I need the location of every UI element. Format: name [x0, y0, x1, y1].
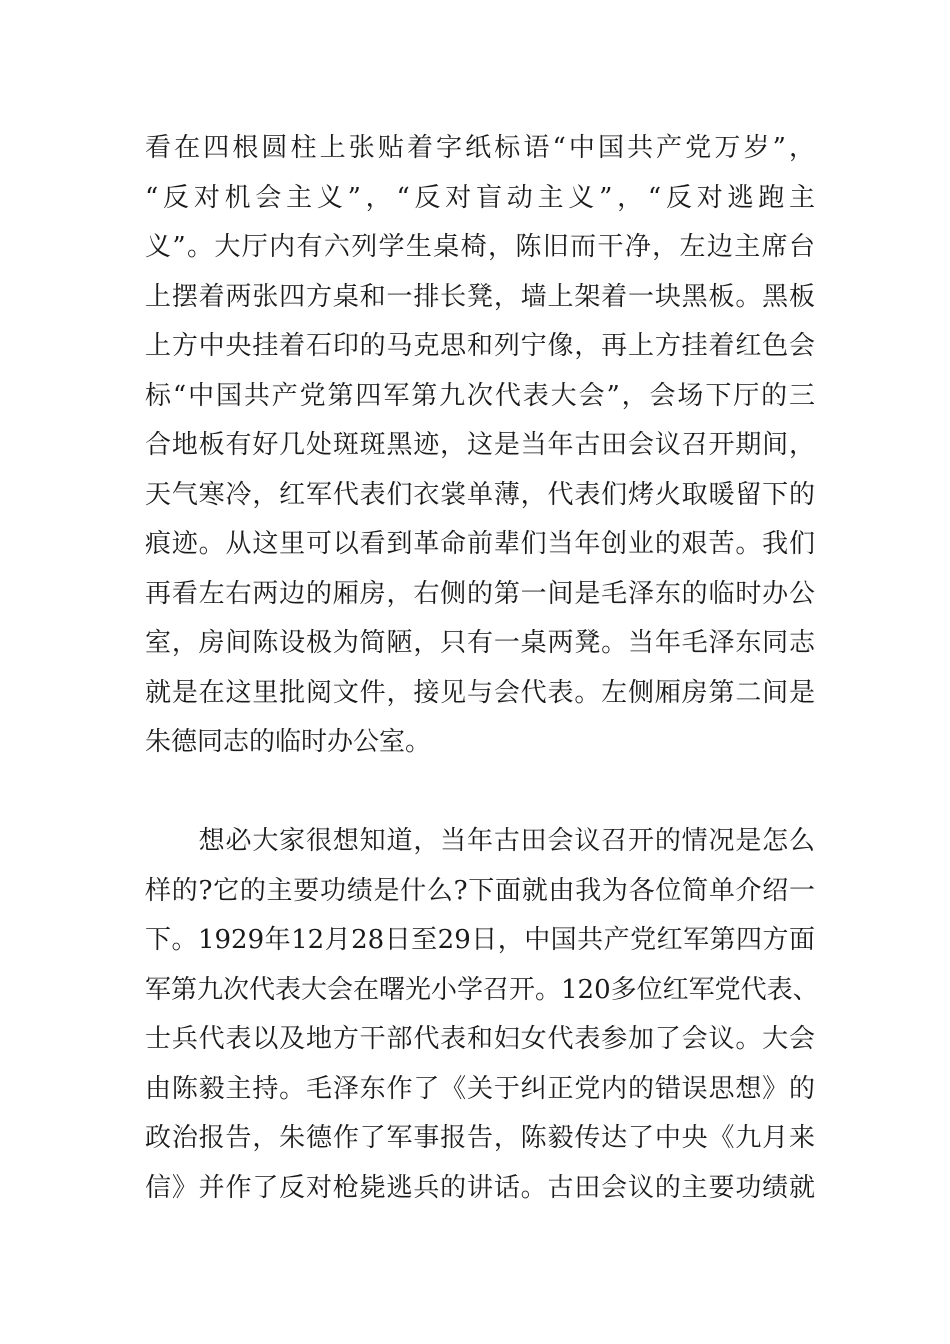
paragraph-1 — [145, 124, 815, 768]
text-line: 军第九次代表大会在曙光小学召开。120多位红军党代表、 — [145, 974, 819, 1005]
text-line: 再看左右两边的厢房，右侧的第一间是毛泽东的临时办公 — [145, 578, 815, 609]
text-line: 看在四根圆柱上张贴着字纸标语“中国共产党万岁”， — [145, 133, 815, 163]
text-line: 天气寒冷，红军代表们衣裳单薄，代表们烤火取暖留下的 — [145, 479, 815, 510]
text-line: 上方中央挂着石印的马克思和列宁像，再上方挂着红色会 — [145, 331, 815, 361]
paragraph-2 — [145, 817, 819, 1213]
text-line: 由陈毅主持。毛泽东作了《关于纠正党内的错误思想》的 — [145, 1073, 815, 1104]
text-line: 合地板有好几处斑斑黑迹，这是当年古田会议召开期间， — [145, 430, 815, 460]
text-line: 朱德同志的临时办公室。 — [145, 727, 432, 757]
text-line: “反对机会主义”，“反对盲动主义”，“反对逃跑主 — [145, 182, 815, 213]
text-line: 下。1929年12月28日至29日，中国共产党红军第四方面 — [145, 925, 815, 955]
body-text — [145, 124, 819, 1213]
text-line: 义”。大厅内有六列学生桌椅，陈旧而干净，左边主席台 — [145, 232, 815, 262]
text-line: 政治报告，朱德作了军事报告，陈毅传达了中央《九月来 — [145, 1123, 815, 1153]
text-line: 室，房间陈设极为简陋，只有一桌两凳。当年毛泽东同志 — [145, 628, 815, 658]
text-line: 样的?它的主要功绩是什么?下面就由我为各位简单介绍一 — [145, 875, 815, 906]
text-line: 上摆着两张四方桌和一排长凳，墙上架着一块黑板。黑板 — [145, 281, 815, 312]
text-line: 想必大家很想知道，当年古田会议召开的情况是怎么 — [145, 826, 815, 856]
text-line: 信》并作了反对枪毙逃兵的讲话。古田会议的主要功绩就 — [145, 1172, 815, 1203]
text-line: 标“中国共产党第四军第九次代表大会”，会场下厅的三 — [145, 380, 815, 411]
text-line: 士兵代表以及地方干部代表和妇女代表参加了会议。大会 — [145, 1024, 815, 1054]
text-line: 就是在这里批阅文件，接见与会代表。左侧厢房第二间是 — [145, 677, 815, 708]
paragraph-gap — [145, 768, 815, 818]
text-line: 痕迹。从这里可以看到革命前辈们当年创业的艰苦。我们 — [145, 529, 815, 559]
